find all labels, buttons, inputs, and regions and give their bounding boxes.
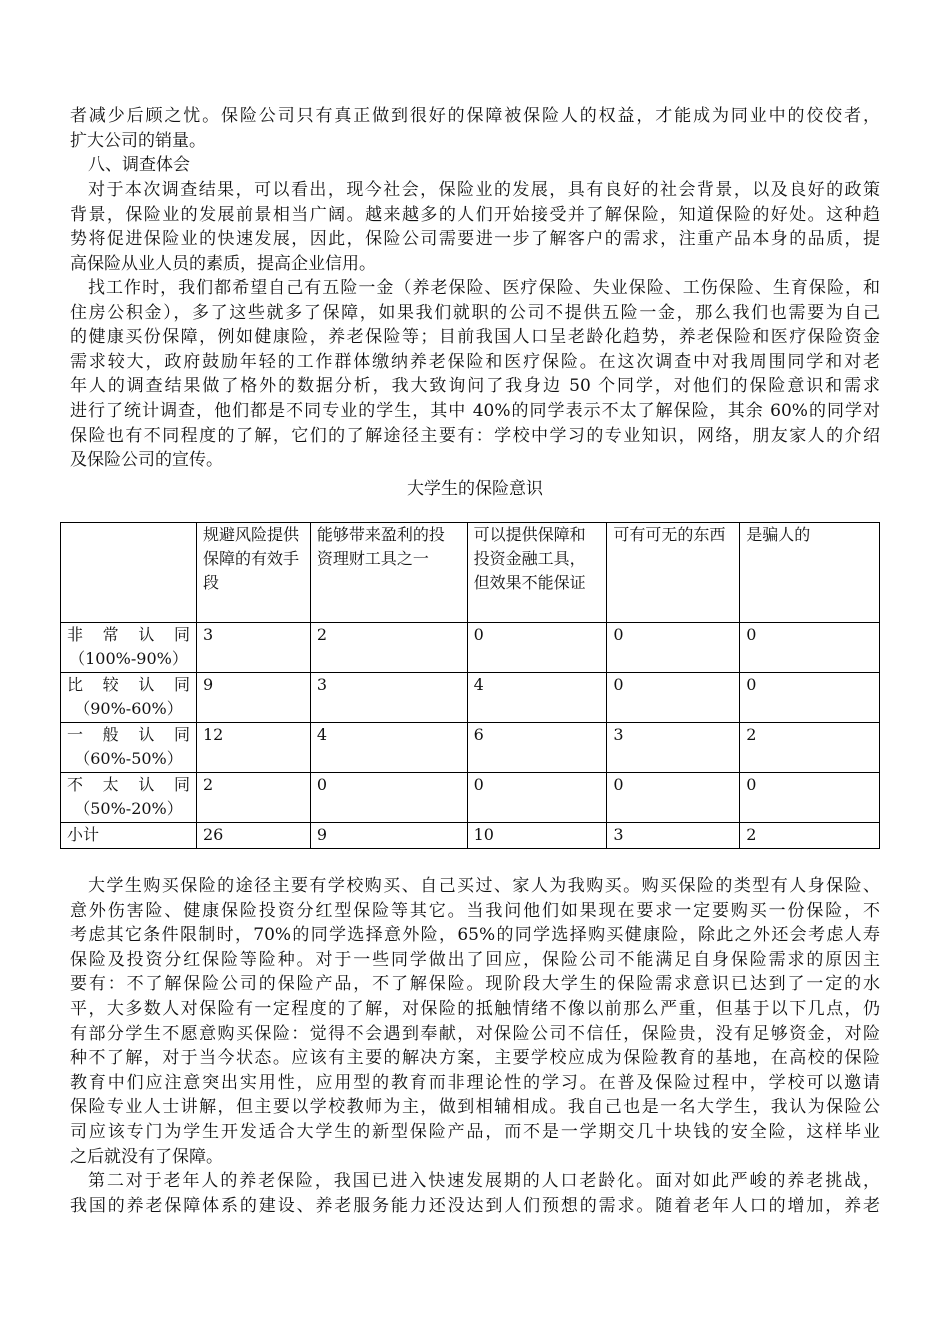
text-line: 势将促进保险业的快速发展，因此，保险公司需要进一步了解客户的需求，注重产品本身的品质，提 [70,229,880,250]
header-cell: 可以提供保障和投资金融工具，但效果不能保证 [467,523,607,623]
text-line: 对于本次调查结果，可以看出，现今社会，保险业的发展，具有良好的社会背景，以及良好的政策 [88,180,880,200]
row-label-cell [61,673,197,723]
value-cell: 2 [740,823,880,849]
row-range: （100%-90%） [69,649,188,668]
value-cell: 3 [607,823,740,849]
value-cell: 0 [740,623,880,673]
value-cell: 10 [467,823,607,849]
section-heading [70,153,880,178]
text-line: 考虑其它条件限制时，70%的同学选择意外险，65%的同学选择购买健康险，除此之外还会考虑人寿 [70,925,880,946]
text-line: 有部分学生不愿意购买保险：觉得不会遇到奉献，对保险公司不信任，保险贵，没有足够资金，对险 [70,1023,880,1044]
row-label: 一 般 认 同 [67,725,190,744]
value-cell: 0 [607,623,740,673]
text-line: 进行了统计调查，他们都是不同专业的学生，其中 40%的同学表示不太了解保险，其余 60%的同学对 [70,400,880,421]
table-header-row [61,523,880,623]
value-cell: 0 [607,673,740,723]
text-line: 找工作时，我们都希望自己有五险一金（养老保险、医疗保险、失业保险、工伤保险、生育保险，和 [88,278,880,298]
value-cell: 0 [310,773,467,823]
value-cell: 26 [196,823,310,849]
header-cell: 能够带来盈利的投资理财工具之一 [310,523,467,623]
value-cell: 0 [740,673,880,723]
text-line: 平，大多数人对保险有一定程度的了解，对保险的抵触情绪不像以前那么严重，但基于以下几点，仍 [70,998,880,1019]
insurance-awareness-table [60,522,880,849]
text-line: 及保险公司的宣传。 [70,450,223,471]
value-cell: 9 [196,673,310,723]
header-cell [61,523,197,623]
row-label-cell [61,623,197,673]
row-label: 非 常 认 同 [67,625,190,644]
value-cell: 3 [196,623,310,673]
table-row [61,773,880,823]
value-cell: 0 [467,773,607,823]
value-cell: 9 [310,823,467,849]
row-range: （50%-20%） [74,799,183,818]
text-line: 之后就没有了保障。 [70,1146,223,1167]
text-line: 我国的养老保障体系的建设、养老服务能力还没达到人们预想的需求。随着老年人口的增加，养老 [70,1195,880,1216]
row-label: 比 较 认 同 [67,675,190,694]
table-row [61,623,880,673]
text-line: 扩大公司的销量。 [70,130,206,151]
text-line: 种不了解，对于当今状态。应该有主要的解决方案，主要学校应成为保险教育的基地，在高校的保险 [70,1048,880,1069]
row-range: （60%-50%） [74,749,183,768]
value-cell: 0 [467,623,607,673]
text-line: 者减少后顾之忧。保险公司只有真正做到很好的保障被保险人的权益，才能成为同业中的佼佼者， [70,106,880,126]
heading-survey-reflection: 八、调查体会 [88,155,190,175]
paragraph-student-purchase [70,874,880,1169]
row-label-cell [61,823,197,849]
value-cell: 0 [607,773,740,823]
text-line: 背景，保险业的发展前景相当广阔。越来越多的人们开始接受并了解保险，知道保险的好处。这种趋 [70,204,880,225]
value-cell: 12 [196,723,310,773]
header-cell: 规避风险提供保障的有效手段 [196,523,310,623]
value-cell: 4 [310,723,467,773]
paragraph-conclusion [70,104,880,153]
text-line: 司应该专门为学生开发适合大学生的新型保险产品，而不是一学期交几十块钱的安全险，这样毕业 [70,1121,880,1142]
text-line: 需求较大，政府鼓励年轻的工作群体缴纳养老保险和医疗保险。在这次调查中对我周围同学和对老 [70,351,880,372]
text-line: 大学生购买保险的途径主要有学校购买、自己买过、家人为我购买。购买保险的类型有人身保险、 [88,876,880,896]
table-caption: 大学生的保险意识 [407,479,543,499]
table-row [61,823,880,849]
value-cell: 3 [310,673,467,723]
value-cell: 2 [196,773,310,823]
paragraph-elderly-pension [70,1169,880,1218]
text-line: 教育中们应注意突出实用性，应用型的教育而非理论性的学习。在普及保险过程中，学校可以邀请 [70,1072,880,1093]
text-line: 住房公积金），多了这些就多了保障，如果我们就职的公司不提供五险一金，那么我们也需要为自己 [70,302,880,323]
value-cell: 4 [467,673,607,723]
text-line: 高保险从业人员的素质，提高企业信用。 [70,253,376,274]
table-row [61,723,880,773]
text-line: 意外伤害险、健康保险投资分红型保险等其它。当我问他们如果现在要求一定要购买一份保险，不 [70,900,880,921]
text-line: 的健康买份保障，例如健康险，养老保险等；目前我国人口呈老龄化趋势，养老保险和医疗保险资金 [70,327,880,348]
value-cell: 2 [310,623,467,673]
header-cell: 是骗人的 [740,523,880,623]
value-cell: 3 [607,723,740,773]
header-cell: 可有可无的东西 [607,523,740,623]
row-label: 不 太 认 同 [67,775,190,794]
row-range: （90%-60%） [74,699,183,718]
text-line: 年人的调查结果做了格外的数据分析，我大致询问了我身边 50 个同学，对他们的保险意识和需求 [70,376,880,397]
text-line: 保险及投资分红保险等险种。对于一些同学做出了回应，保险公司不能满足自身保险需求的原因主 [70,949,880,970]
text-line: 保险专业人士讲解，但主要以学校教师为主，做到相辅相成。我自己也是一名大学生，我认为保险公 [70,1097,880,1118]
value-cell: 6 [467,723,607,773]
value-cell: 0 [740,773,880,823]
table-row [61,673,880,723]
row-label-cell [61,723,197,773]
text-line: 保险也有不同程度的了解，它们的了解途径主要有：学校中学习的专业知识，网络，朋友家人的介绍 [70,425,880,446]
paragraph-survey-results [70,178,880,276]
row-label: 小计 [67,825,100,844]
paragraph-job-insurance [70,276,880,473]
value-cell: 2 [740,723,880,773]
row-label-cell [61,773,197,823]
text-line: 第二对于老年人的养老保险，我国已进入快速发展期的人口老龄化。面对如此严峻的养老挑战， [88,1171,880,1191]
text-line: 要有：不了解保险公司的保险产品，不了解保险。现阶段大学生的保险需求意识已达到了一定的水 [70,974,880,995]
